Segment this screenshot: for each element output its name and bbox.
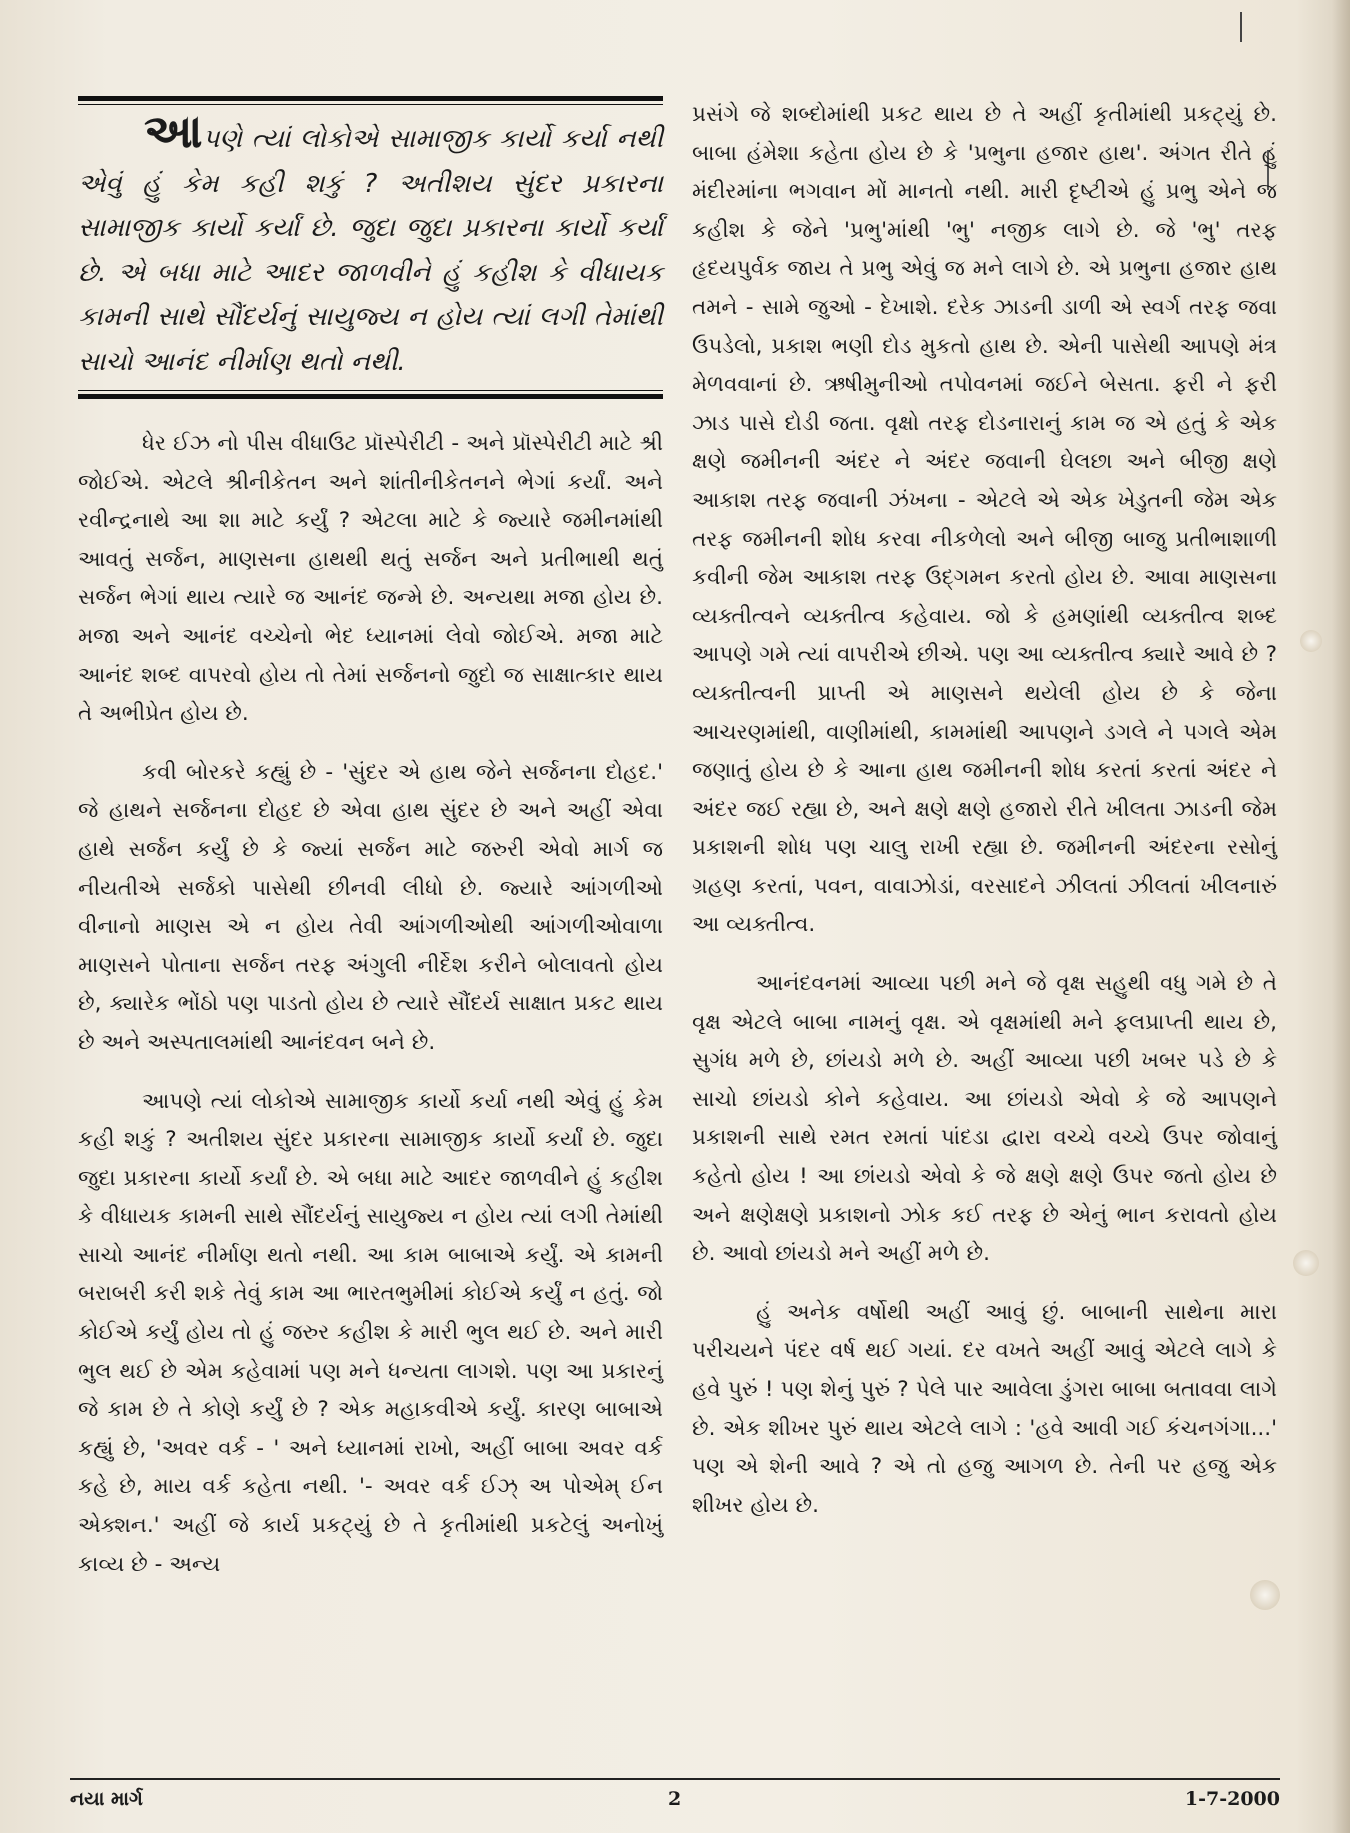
- pull-quote: [78, 96, 663, 399]
- page-footer: [70, 1778, 1280, 1820]
- paragraph: પ્રસંગે જે શબ્દોમાંથી પ્રકટ થાય છે તે અહીં કૃતીમાંથી પ્રકટ્યું છે. બાબા હંમેશા કહેતા હોય છે કે 'પ્રભુના હજાર હાથ'. અંગત રીતે હું મંદીરમાંના ભગવાન મોં માનતો નથી. મારી દૃષ્ટીએ હું પ્રભુ એને જ કહીશ કે જેને 'પ્રભુ'માંથી 'ભુ' નજીક લાગે છે. જે 'ભુ' તરફ હૃદયપુર્વક જાય તે પ્રભુ એવું જ મને લાગે છે. એ પ્રભુના હજાર હાથ તમને - સામે જુઓ - દેખાશે. દરેક ઝાડની ડાળી એ સ્વર્ગ તરફ જવા ઉપડેલો, પ્રકાશ ભણી દોડ મુકતો હાથ છે. એની પાસેથી આપણે મંત્ર મેળવવાનાં છે. ઋષીમુનીઓ તપોવનમાં જઈને બેસતા. ફરી ને ફરી ઝાડ પાસે દોડી જતા. વૃક્ષો તરફ દોડનારાનું કામ જ એ હતું કે એક ક્ષણે જમીનની અંદર ને અંદર જવાની ઘેલછા અને બીજી ક્ષણે આકાશ તરફ જવાની ઝંખના - એટલે એ એક ખેડુતની જેમ એક તરફ જમીનની શોધ કરવા નીકળેલો અને બીજી બાજુ પ્રતીભાશાળી કવીની જેમ આકાશ તરફ ઉદ્‌ગમન કરતો હોય છે. આવા માણસના વ્યક્તીત્વને વ્યક્તીત્વ કહેવાય. જો કે હમણાંથી વ્યક્તીત્વ શબ્દ આપણે ગમે ત્યાં વાપરીએ છીએ. પણ આ વ્યક્તીત્વ ક્યારે આવે છે ? વ્યક્તીત્વની પ્રાપ્તી એ માણસને થયેલી હોય છે કે જેના આચરણમાંથી, વાણીમાંથી, કામમાંથી આપણને ડગલે ને પગલે એમ જણાતું હોય છે કે આના હાથ જમીનની શોધ કરતાં કરતાં અંદર ને અંદર જઈ રહ્યા છે, અને ક્ષણે ક્ષણે હજારો રીતે ખીલતા ઝાડની જેમ પ્રકાશની શોધ પણ ચાલુ રાખી રહ્યા છે. જમીનની અંદરના રસોનું ગ્રહણ કરતાં, પવન, વાવાઝોડાં, વરસાદને ઝીલતાં ઝીલતાં ખીલનારું આ વ્યક્તીત્વ.: [692, 102, 1277, 938]
- mark-line: [1240, 12, 1242, 42]
- paragraph: આનંદવનમાં આવ્યા પછી મને જે વૃક્ષ સહુથી વધુ ગમે છે તે વૃક્ષ એટલે બાબા નામનું વૃક્ષ. એ વૃક્ષમાંથી મને ફલપ્રાપ્તી થાય છે, સુગંધ મળે છે, છાંયડો મળે છે. અહીં આવ્યા પછી ખબર પડે છે કે સાચો છાંયડો કોને કહેવાય. આ છાંયડો એવો કે જે આપણને પ્રકાશની સાથે રમત રમતાં પાંદડા દ્વારા વચ્ચે વચ્ચે ઉપર જોવાનું કહેતો હોય ! આ છાંયડો એવો કે જે ક્ષણે ક્ષણે ઉપર જતો હોય છે અને ક્ષણેક્ષણે પ્રકાશનો ઝોક કઈ તરફ છે એનું ભાન કરાવતો હોય છે. આવો છાંયડો મને અહીં મળે છે.: [692, 971, 1277, 1267]
- paper-hole: [1250, 1580, 1280, 1610]
- paragraph: હું અનેક વર્ષોથી અહીં આવું છું. બાબાની સાથેના મારા પરીચયને પંદર વર્ષ થઈ ગયાં. દર વખતે અહીં આવું એટલે લાગે કે હવે પુરું ! પણ શેનું પુરું ? પેલે પાર આવેલા ડુંગરા બાબા બતાવવા લાગે છે. એક શીખર પુરું થાય એટલે લાગે : 'હવે આવી ગઈ કંચનગંગા...' પણ એ શેની આવે ? એ તો હજુ આગળ છે. તેની પર હજુ એક શીખર હોય છે.: [692, 1299, 1277, 1518]
- left-column: [78, 96, 663, 1584]
- page-number: 2: [668, 1788, 682, 1810]
- page-edge-shadow: [1332, 0, 1350, 1833]
- issue-date: 1-7-2000: [1184, 1788, 1280, 1810]
- pull-quote-text: પણે ત્યાં લોકોએ સામાજીક કાર્યો કર્યા નથી એવું હું કેમ કહી શકું ? અતીશય સુંદર પ્રકારના સામાજીક કાર્યો કર્યાં છે. જુદા જુદા પ્રકારના કાર્યો કર્યાં છે. એ બધા માટે આદર જાળવીને હું કહીશ કે વીધાયક કામની સાથે સૌંદર્યનું સાયુજ્ય ન હોય ત્યાં લગી તેમાંથી સાચો આનંદ નીર્માણ થતો નથી.: [78, 124, 663, 377]
- paragraph: આપણે ત્યાં લોકોએ સામાજીક કાર્યો કર્યા નથી એવું હું કેમ કહી શકું ? અતીશય સુંદર પ્રકારના સામાજીક કાર્યો કર્યાં છે. જુદા જુદા પ્રકારના કાર્યો કર્યાં છે. એ બધા માટે આદર જાળવીને હું કહીશ કે વીધાયક કામની સાથે સૌંદર્યનું સાયુજ્ય ન હોય ત્યાં લગી તેમાંથી સાચો આનંદ નીર્માણ થતો નથી. આ કામ બાબાએ કર્યું. એ કામની બરાબરી કરી શકે તેવું કામ આ ભારતભુમીમાં કોઈએ કર્યું ન હતું. જો કોઈએ કર્યું હોય તો હું જરુર કહીશ કે મારી ભુલ થઈ છે. અને મારી ભુલ થઈ છે એમ કહેવામાં પણ મને ધન્યતા લાગશે. પણ આ પ્રકારનું જે કામ છે તે કોણે કર્યું છે ? એક મહાકવીએ કર્યું. કારણ બાબાએ કહ્યું છે, 'અવર વર્ક - ' અને ધ્યાનમાં રાખો, અહીં બાબા અવર વર્ક કહે છે, માય વર્ક કહેતા નથી. '- અવર વર્ક ઈઝ્ અ પોએમ્ ઈન એક્શન.' અહીં જે કાર્ય પ્રકટ્યું છે તે કૃતીમાંથી પ્રકટેલું અનોખું કાવ્ય છે - અન્ય: [78, 1088, 663, 1577]
- publication-name: નયા માર્ગ: [70, 1788, 143, 1810]
- pull-quote-dropcap: આ: [144, 104, 203, 158]
- right-column: [692, 96, 1277, 1525]
- paper-hole: [1293, 1250, 1319, 1276]
- paragraph: ધેર ઈઝ નો પીસ વીધાઉટ પ્રૉસ્પેરીટી - અને પ્રૉસ્પેરીટી માટે શ્રી જોઈએ. એટલે શ્રીનીકેતન અને શાંતીનીકેતનને ભેગાં કર્યાં. અને રવીન્દ્રનાથે આ શા માટે કર્યું ? એટલા માટે કે જ્યારે જમીનમાંથી આવતું સર્જન, માણસના હાથથી થતું સર્જન અને પ્રતીભાથી થતું સર્જન ભેગાં થાય ત્યારે જ આનંદ જન્મે છે. અન્યથા મજા હોય છે. મજા અને આનંદ વચ્ચેનો ભેદ ધ્યાનમાં લેવો જોઈએ. મજા માટે આનંદ શબ્દ વાપરવો હોય તો તેમાં સર્જનનો જુદો જ સાક્ષાત્કાર થાય તે અભીપ્રેત હોય છે.: [78, 431, 663, 727]
- paper-hole: [1300, 630, 1322, 652]
- paragraph: કવી બોરકરે કહ્યું છે - 'સુંદર એ હાથ જેને સર્જનના દોહદ.' જે હાથને સર્જનના દોહદ છે એવા હાથ સુંદર છે અને અહીં એવા હાથે સર્જન કર્યું છે કે જ્યાં સર્જન માટે જરુરી એવો માર્ગ જ નીયતીએ સર્જકો પાસેથી છીનવી લીધો છે. જ્યારે આંગળીઓ વીનાનો માણસ એ ન હોય તેવી આંગળીઓથી આંગળીઓવાળા માણસને પોતાના સર્જન તરફ અંગુલી નીર્દેશ કરીને બોલાવતો હોય છે, ક્યારેક ભોંઠો પણ પાડતો હોય છે ત્યારે સૌંદર્ય સાક્ષાત પ્રકટ થાય છે અને અસ્પતાલમાંથી આનંદવન બને છે.: [78, 759, 663, 1055]
